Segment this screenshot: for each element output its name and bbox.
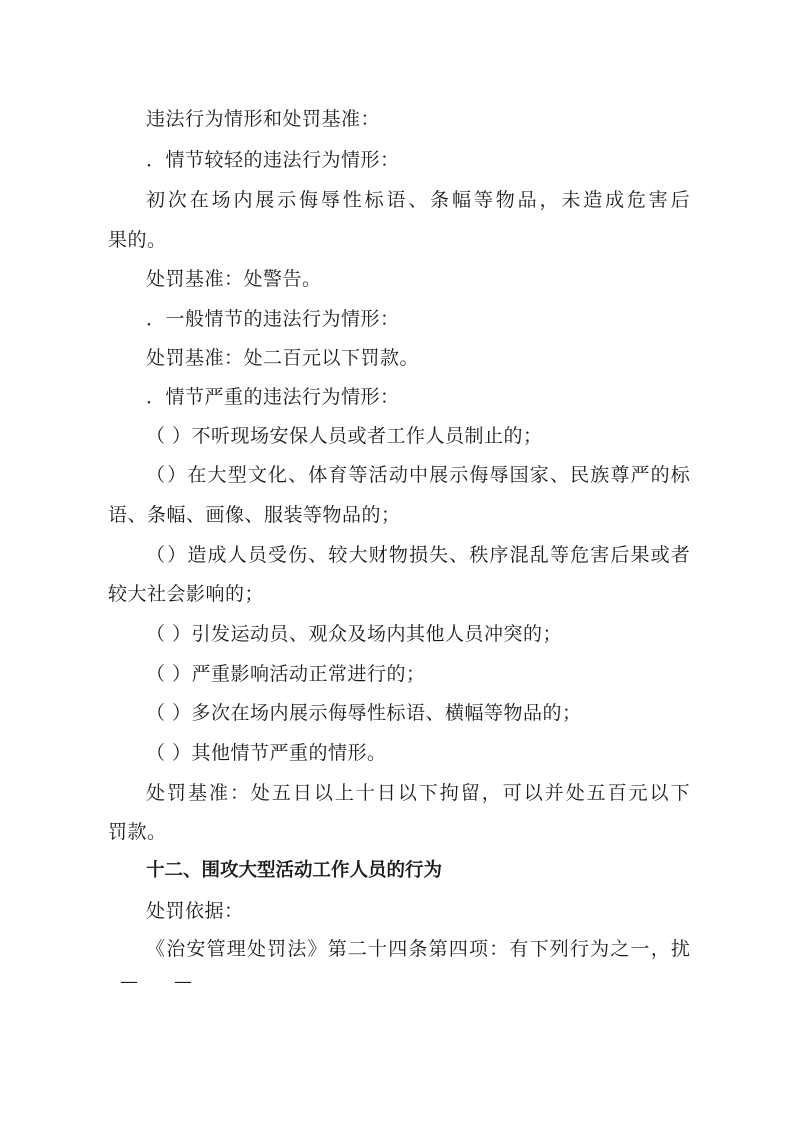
serious-case-item-4: （ ）引发运动员、观众及场内其他人员冲突的；	[146, 623, 563, 645]
minor-case-heading: ．情节较轻的违法行为情形：	[146, 149, 400, 171]
serious-case-item-2-line-1: （ ） 在 大 型 文 化 、 体 育 等 活 动 中 展 示 侮 辱 国 家 、 民 族 尊 严 的 标	[146, 464, 690, 486]
serious-case-item-3-line-2: 较大社会影响的；	[108, 583, 265, 605]
section-twelve-heading: 十二、围攻大型活动工作人员的行为	[146, 860, 443, 881]
page-number-footer: — —	[120, 971, 192, 992]
serious-case-penalty-line-1: 处 罚 基 准 ： 处 五 日 以 上 十 日 以 下 拘 留 ， 可 以 并 处 五 百 元 以 下	[146, 782, 690, 804]
section-intro-line: 违法行为情形和处罚基准：	[146, 108, 381, 130]
general-case-heading: ．一般情节的违法行为情形：	[146, 308, 400, 330]
general-case-penalty: 处罚基准：处二百元以下罚款。	[146, 347, 420, 369]
minor-case-text-line-1: 初 次 在 场 内 展 示 侮 辱 性 标 语 、 条 幅 等 物 品 ， 未 造 成 危 害 后	[146, 189, 690, 211]
serious-case-item-3-line-1: （ ） 造 成 人 员 受 伤 、 较 大 财 物 损 失 、 秩 序 混 乱 等 危 害 后 果 或 者	[146, 544, 690, 566]
penalty-basis-label: 处罚依据：	[146, 900, 244, 922]
law-citation-line: 《 治 安 管 理 处 罚 法 》 第 二 十 四 条 第 四 项 ： 有 下 列 行 为 之 一 ， 扰	[146, 938, 690, 960]
serious-case-penalty-line-2: 罚款。	[108, 821, 167, 843]
serious-case-item-7: （ ）其他情节严重的情形。	[146, 742, 387, 764]
minor-case-text-line-2: 果的。	[108, 229, 167, 251]
serious-case-item-6: （ ）多次在场内展示侮辱性标语、横幅等物品的；	[146, 702, 582, 724]
minor-case-penalty: 处罚基准：处警告。	[146, 268, 322, 290]
serious-case-item-5: （ ）严重影响活动正常进行的；	[146, 663, 426, 685]
serious-case-heading: ．情节严重的违法行为情形：	[146, 386, 400, 408]
serious-case-item-2-line-2: 语、条幅、画像、服装等物品的；	[108, 504, 401, 526]
serious-case-item-1: （ ）不听现场安保人员或者工作人员制止的；	[146, 425, 543, 447]
